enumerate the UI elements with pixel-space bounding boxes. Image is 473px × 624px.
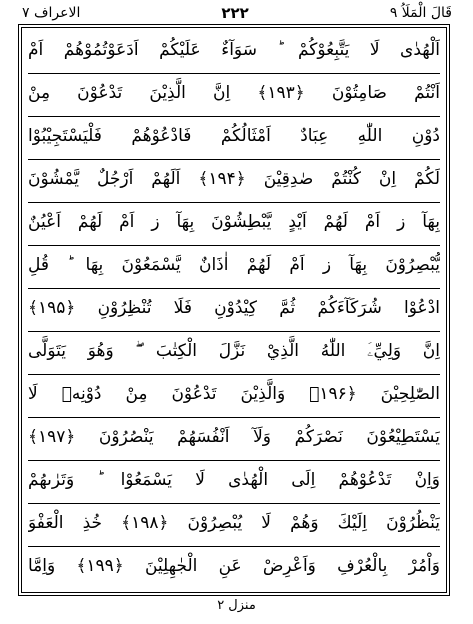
verse-line: بِهَآ ز اَمْ لَهُمْ اَيْدٍ يَّبْطِشُوْنَ بِهَآ ز اَمْ لَهُمْ اَعْيُنٌ — [28, 212, 440, 232]
juz-name: قَالَ الْمَلَاُ ٩ — [389, 5, 452, 21]
verse-lines — [28, 30, 440, 590]
verse-line: وَاِنْ تَدْعُوْهُمْ اِلَى الْهُدٰى لَا يَسْمَعُوْا ؕ وَتَرٰىهُمْ — [28, 470, 440, 490]
verse-line: يَسْتَطِيْعُوْنَ نَصْرَكُمْ وَلَآ اَنْفُسَهُمْ يَنْصُرُوْنَ ﴿۱۹۷﴾ — [28, 427, 440, 447]
page-number: ٢٢٢ — [221, 4, 249, 22]
verse-line: اَلْهُدٰى لَا يَتَّبِعُوْكُمْ ؕ سَوَآءٌ عَلَيْكُمْ اَدَعَوْتُمُوْهُمْ اَمْ — [28, 40, 440, 60]
verse-line: اِنَّ وَلِيِّۦَ اللّٰهُ الَّذِيْ نَزَّلَ الْكِتٰبَ ۖ وَهُوَ يَتَوَلَّى — [28, 341, 440, 361]
page-header — [22, 2, 452, 24]
verse-line: يُّبْصِرُوْنَ بِهَآ ز اَمْ لَهُمْ اٰذَانٌ يَّسْمَعُوْنَ بِهَا ؕ قُلِ — [28, 255, 440, 275]
verse-line: دُوْنِ اللّٰهِ عِبَادٌ اَمْثَالُكُمْ فَادْعُوْهُمْ فَلْيَسْتَجِيْبُوْا — [28, 126, 440, 146]
verse-line: الصّٰلِحِيْنَ ﴿۱۹۶﴾ وَالَّذِيْنَ تَدْعُوْنَ مِنْ دُوْنِهٖ لَا — [28, 384, 440, 404]
manzil-footer: منزل ٢ — [217, 598, 256, 613]
surah-name: الاعراف ٧ — [22, 5, 81, 21]
verse-line: لَكُمْ اِنْ كُنْتُمْ صٰدِقِيْنَ ﴿۱۹۴﴾ اَلَهُمْ اَرْجُلٌ يَّمْشُوْنَ — [28, 169, 440, 189]
verse-line: يَنْظُرُوْنَ اِلَيْكَ وَهُمْ لَا يُبْصِرُوْنَ ﴿۱۹۸﴾ خُذِ الْعَفْوَ — [28, 513, 440, 533]
text-frame — [18, 24, 450, 596]
verse-line: ادْعُوْا شُرَكَآءَكُمْ ثُمَّ كِيْدُوْنِ فَلَا تُنْظِرُوْنِ ﴿۱۹۵﴾ — [28, 298, 440, 318]
verse-line: وَاْمُرْ بِالْعُرْفِ وَاَعْرِضْ عَنِ الْجٰهِلِيْنَ ﴿۱۹۹﴾ وَاِمَّا — [28, 556, 440, 576]
verse-line: اَنْتُمْ صَامِتُوْنَ ﴿۱۹۳﴾ اِنَّ الَّذِيْنَ تَدْعُوْنَ مِنْ — [28, 83, 440, 103]
